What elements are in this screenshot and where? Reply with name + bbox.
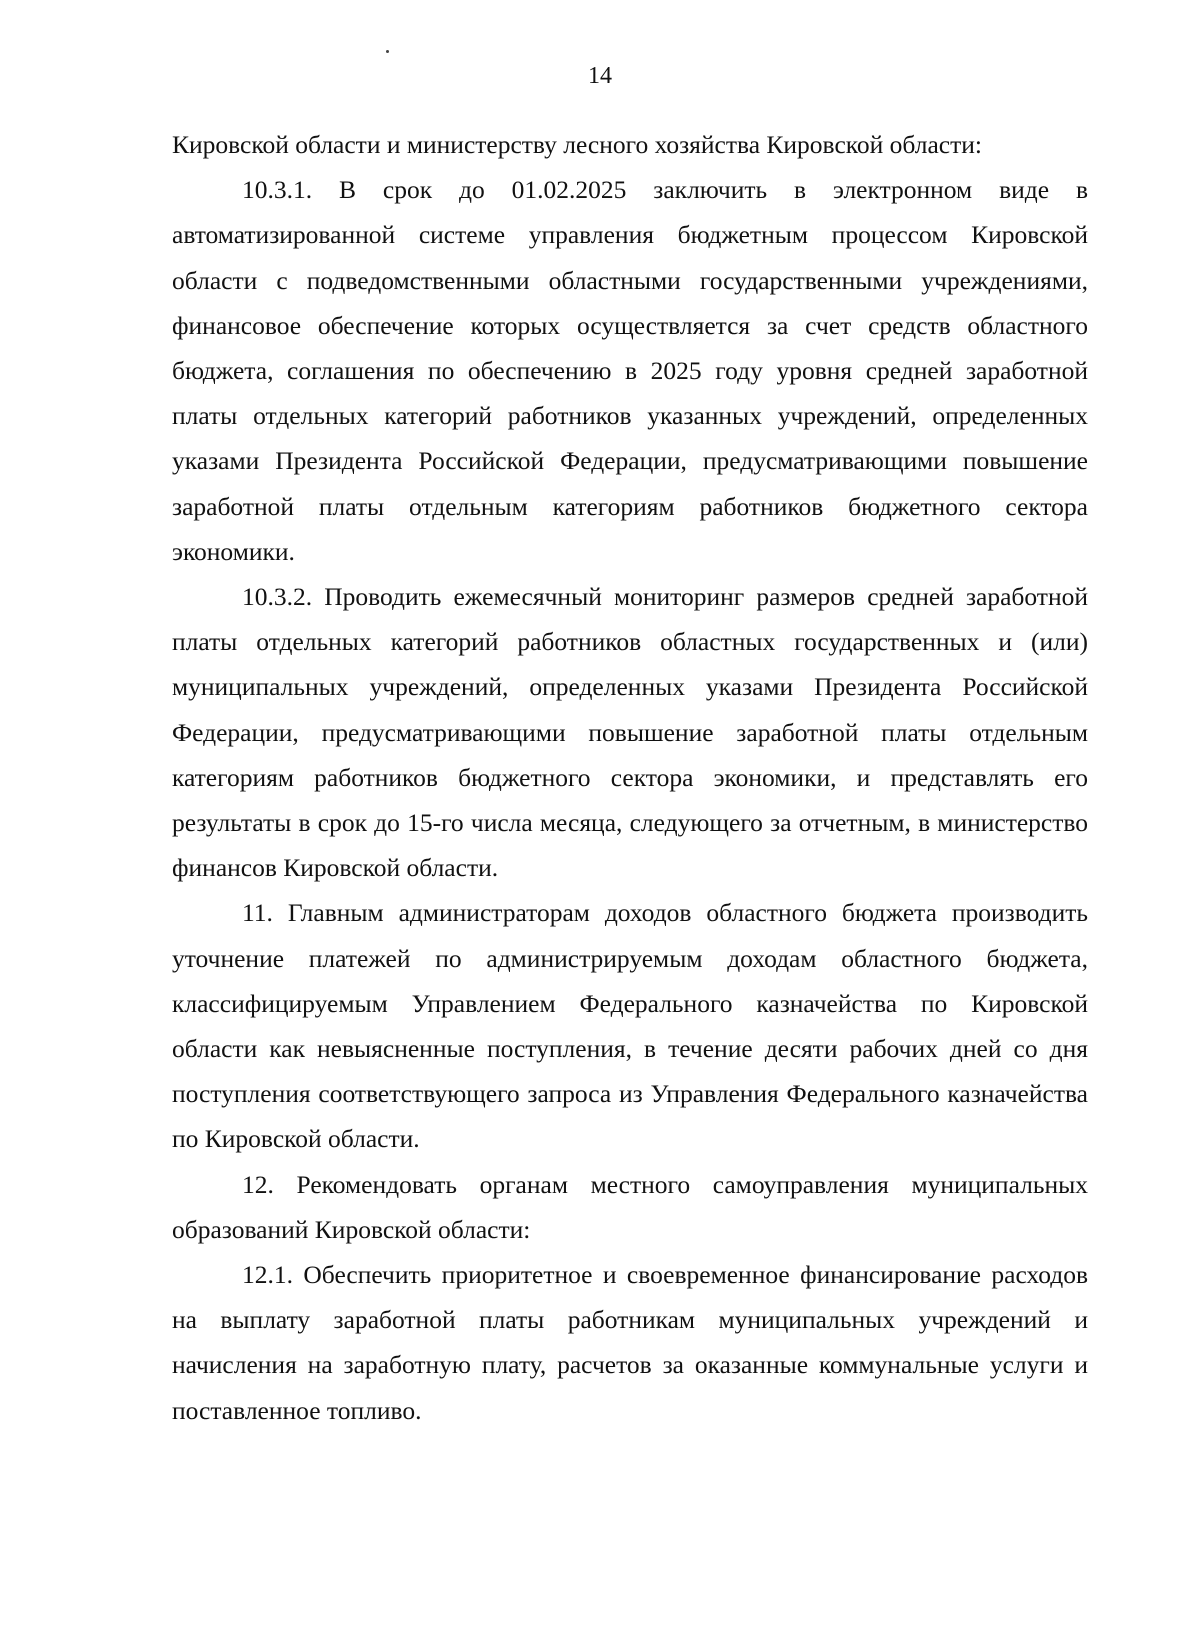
page-number: 14: [588, 63, 612, 89]
paragraph-continuation: Кировской области и министерству лесного хозяйства Кировской области:: [172, 130, 982, 159]
paragraph-10-3-2: 10.3.2. Проводить ежемесячный мониторинг размеров средней заработной платы отдельных категорий работников областных государственных и (или) муниципальных учреждений, определенных указами Президента Российской Федерации, предусматривающими повышение заработной платы отдельным категориям работников бюджетного сектора экономики, и представлять его результаты в срок до 15-го числа месяца, следующего за отчетным, в министерство финансов Кировской области.: [172, 582, 1088, 883]
scan-speck: [386, 50, 389, 53]
paragraph-11: 11. Главным администраторам доходов областного бюджета производить уточнение платежей по администрируемым доходам областного бюджета, классифицируемым Управлением Федерального казначейства по Кировской области как невыясненные поступления, в течение десяти рабочих дней со дня поступления соответствующего запроса из Управления Федерального казначейства по Кировской области.: [172, 898, 1088, 1154]
paragraph-12-1: 12.1. Обеспечить приоритетное и своевременное финансирование расходов на выплату заработной платы работникам муниципальных учреждений и начисления на заработную плату, расчетов за оказанные коммунальные услуги и поставленное топливо.: [172, 1260, 1088, 1425]
paragraph-12: 12. Рекомендовать органам местного самоуправления муниципальных образований Кировской области:: [172, 1169, 1088, 1244]
document-body: [172, 122, 1088, 1433]
paragraph-10-3-1: 10.3.1. В срок до 01.02.2025 заключить в электронном виде в автоматизированной системе управления бюджетным процессом Кировской области с подведомственными областными государственными учреждениями, финансовое обеспечение которых осуществляется за счет средств областного бюджета, соглашения по обеспечению в 2025 году уровня средней заработной платы отдельных категорий работников указанных учреждений, определенных указами Президента Российской Федерации, предусматривающими повышение заработной платы отдельным категориям работников бюджетного сектора экономики.: [172, 175, 1088, 566]
